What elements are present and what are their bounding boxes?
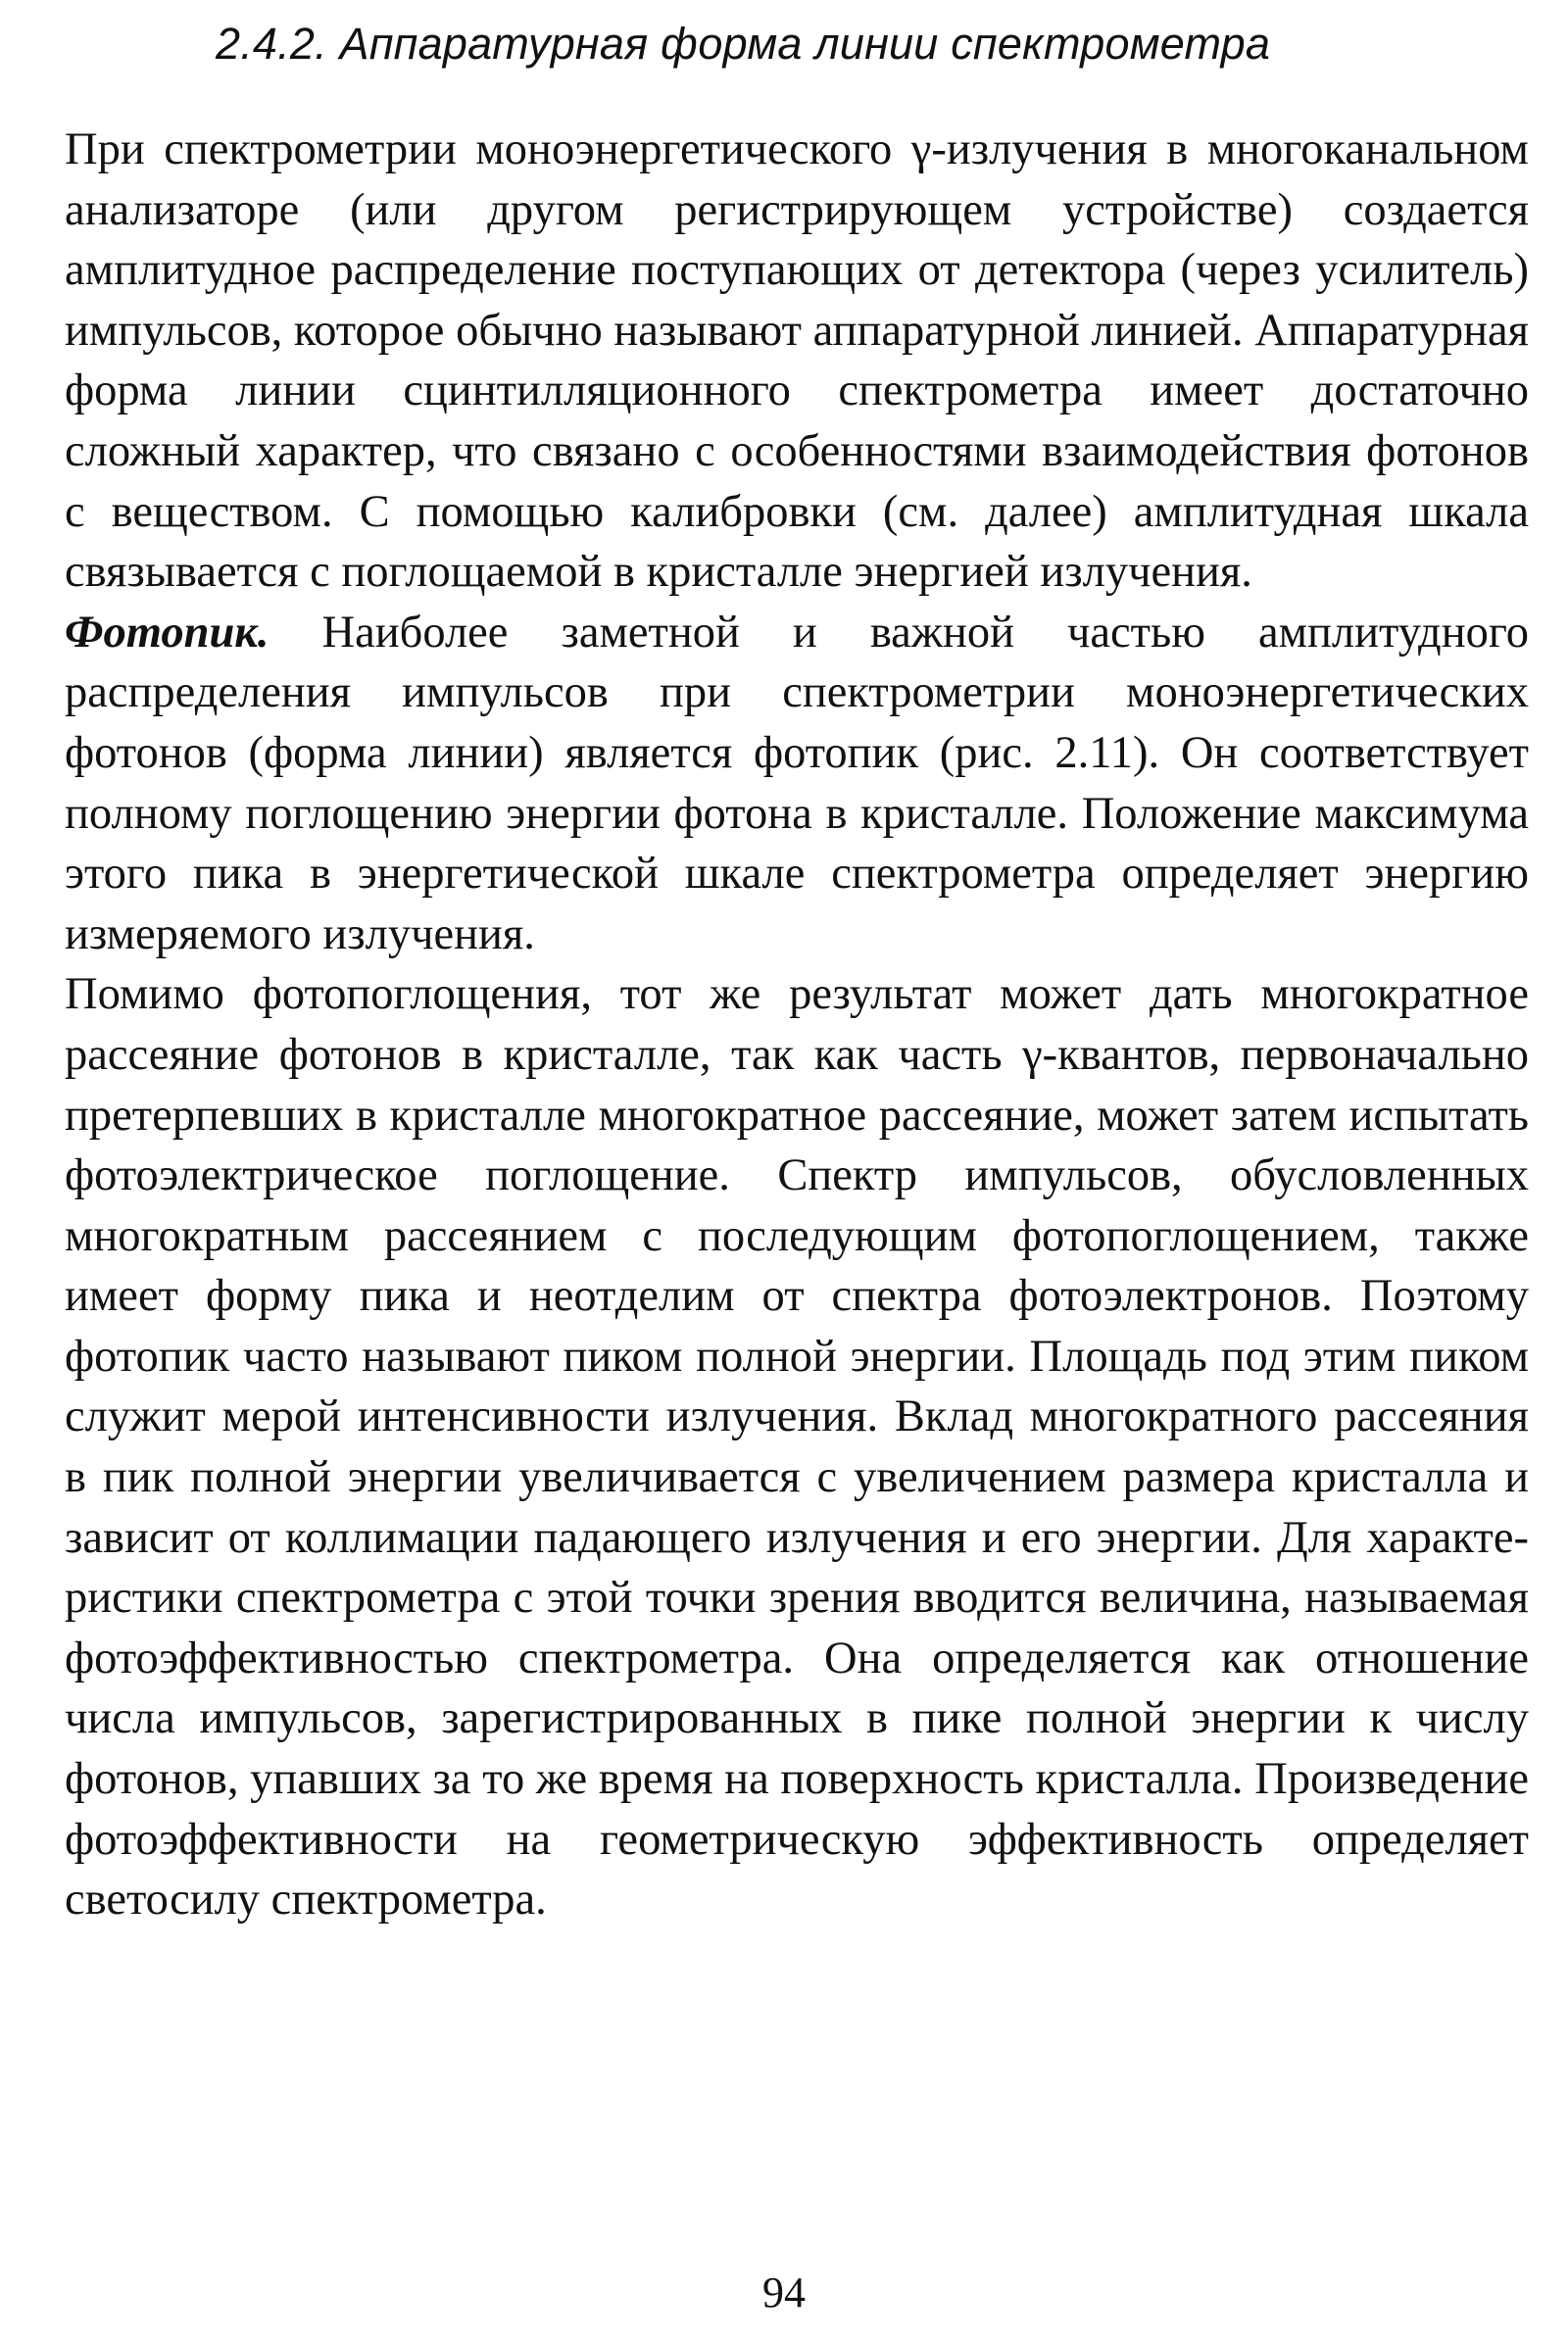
paragraph-2-text: Наиболее заметной и важной частью амплитудного распределения импульсов при спектрометрии моноэнергетических фотонов (форма линии) является фотопик (рис. 2.11). Он соответствует полному поглощению энергии фотона в кристалле. Положение максимума этого пика в энергетической шкале спектрометра определяет энергию измеряемого излучения. [65,607,1529,959]
run-in-heading-fotopik: Фотопик. [65,607,270,658]
body-text [65,120,1529,1930]
paragraph-1-text: При спектрометрии моноэнергетического γ-излучения в многоканальном анализаторе (или другом регистрирующем устройстве) создается амплитудное распределение поступающих от детектора (через усилитель) импульсов, которое обычно называют аппаратурной линией. Аппаратурная форма линии сцинтилляционного спектрометра имеет достаточно сложный характер, что связано с особенностями взаимодействия фотонов с веществом. С помощью калибровки (см. далее) амплитудная шкала связывается с поглощаемой в кристалле энергией излучения. [65,124,1529,598]
section-heading: 2.4.2. Аппаратурная форма линии спектрометра [216,19,1271,69]
paragraph-3-text: Помимо фотопоглощения, тот же результат может дать многократное рассеяние фотонов в кристалле, так как часть γ-квантов, первоначально претерпевших в кристалле многократное рассеяние, может затем испытать фотоэлектрическое поглощение. Спектр импульсов, обусловленных многократным рассеянием с последующим фотопоглощением, также имеет форму пика и неотделим от спектра фотоэлектронов. Поэтому фотопик часто называют пиком полной энергии. Площадь под этим пиком служит мерой интенсивности излучения. Вклад многократного рассеяния в пик полной энергии увеличивается с увеличением размера кристалла и зависит от коллимации падающего излучения и его энергии. Для характеристики спектрометра с этой точки зрения вводится величина, называемая фотоэффективностью спектрометра. Она определяется как отношение числа импульсов, зарегистрированных в пике полной энергии к числу фотонов, упавших за то же время на поверхность кристалла. Произведение фотоэффективности на геометрическую эффективность определяет светосилу спектрометра. [65,969,1529,1926]
paragraph-3 [65,964,1529,1930]
paragraph-1 [65,120,1529,603]
paragraph-2 [65,603,1529,965]
page-number: 94 [762,2269,806,2317]
